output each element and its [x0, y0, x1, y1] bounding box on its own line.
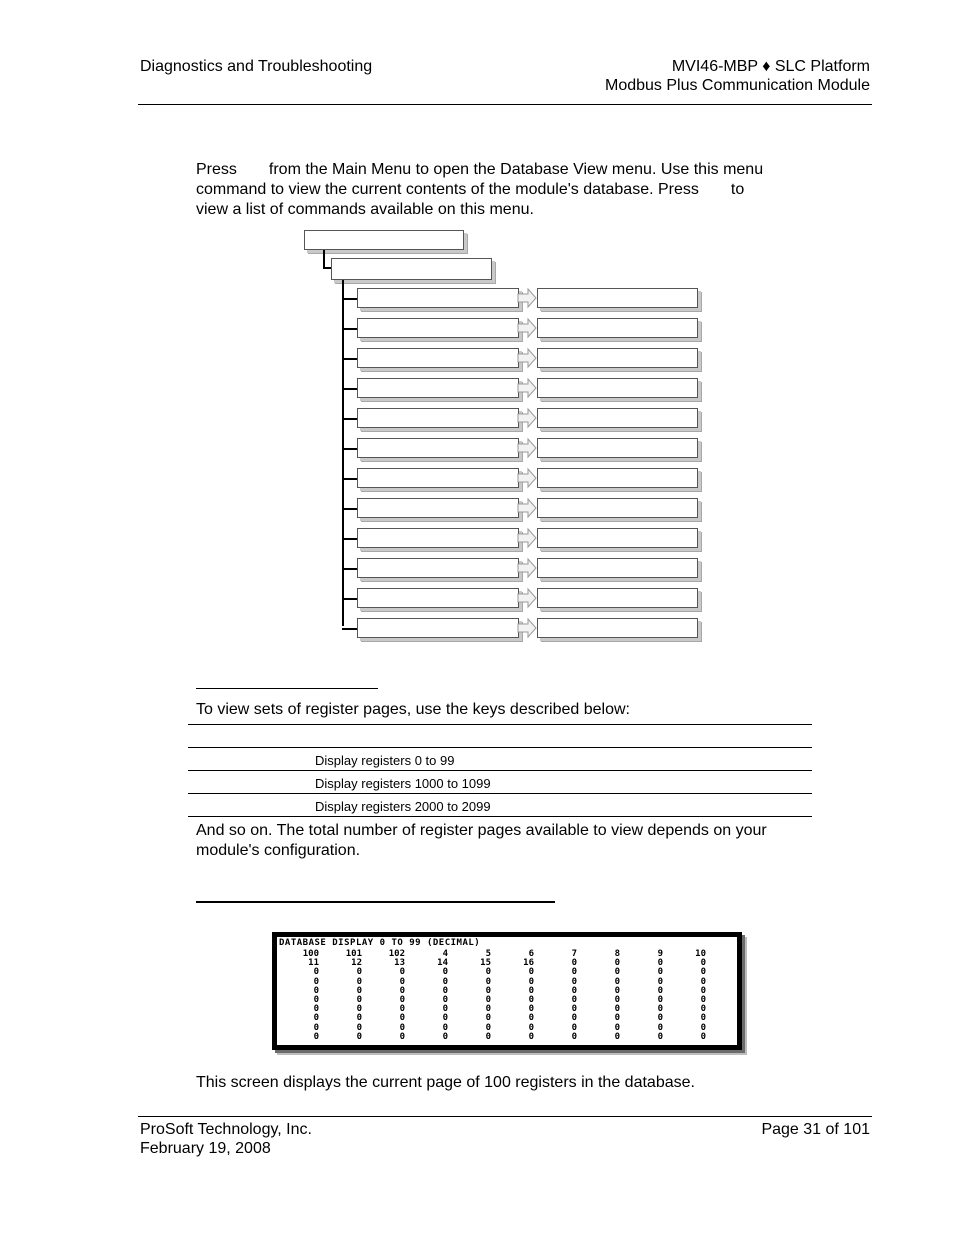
register-value: 0 [399, 1031, 405, 1042]
register-value: 0 [313, 1022, 319, 1033]
register-pages-note [196, 821, 816, 861]
register-value: 0 [313, 985, 319, 996]
register-value: 0 [571, 967, 577, 978]
register-value: 100 [302, 949, 319, 959]
register-value: 6 [528, 949, 534, 959]
register-value: 0 [356, 1031, 362, 1042]
menu-command-box [357, 378, 519, 398]
footer-company: ProSoft Technology, Inc. [140, 1121, 312, 1138]
register-value: 0 [614, 985, 620, 996]
register-value: 0 [399, 1022, 405, 1033]
register-value: 0 [485, 985, 491, 996]
register-value: 0 [442, 1022, 448, 1033]
command-description-box [537, 378, 698, 398]
register-value: 0 [399, 995, 405, 1005]
menu-command-box [357, 468, 519, 488]
register-value: 0 [657, 967, 663, 978]
register-value: 0 [700, 958, 706, 969]
menu-command-box [357, 348, 519, 368]
intro-line-1-rest: from the Main Menu to open the Database View menu. Use this menu [268, 161, 764, 178]
register-value: 0 [442, 1004, 448, 1015]
register-pages-intro: To view sets of register pages, use the keys described below: [196, 701, 630, 718]
database-view-menu-box [331, 258, 492, 280]
header-module-line: Modbus Plus Communication Module [604, 77, 870, 94]
table-header-row [188, 725, 812, 748]
command-description-box [537, 558, 698, 578]
arrow-right-icon [517, 617, 537, 639]
register-value: 12 [351, 958, 362, 969]
footer-page-number: Page 31 of 101 [761, 1121, 870, 1138]
register-value: 0 [657, 1022, 663, 1033]
register-value: 0 [571, 985, 577, 996]
register-value: 4 [442, 949, 448, 959]
register-value: 0 [700, 976, 706, 987]
table-description-cell: Display registers 2000 to 2099 [315, 799, 491, 814]
intro-press-word: Press [196, 161, 237, 178]
register-value: 0 [700, 1004, 706, 1015]
register-value: 0 [657, 958, 663, 969]
command-description-box [537, 528, 698, 548]
register-value: 0 [485, 995, 491, 1005]
register-value: 0 [614, 958, 620, 969]
register-value: 7 [571, 949, 577, 959]
register-value: 0 [657, 995, 663, 1005]
table-description-cell: Display registers 1000 to 1099 [315, 776, 491, 791]
command-description-box [537, 348, 698, 368]
register-value: 15 [480, 958, 491, 969]
register-value: 0 [614, 995, 620, 1005]
tree-branch [342, 448, 358, 450]
register-value: 102 [388, 949, 405, 959]
register-value: 0 [313, 976, 319, 987]
arrow-right-icon [517, 527, 537, 549]
register-value: 0 [313, 995, 319, 1005]
register-value: 0 [528, 1031, 534, 1042]
arrow-right-icon [517, 497, 537, 519]
register-value: 0 [356, 1004, 362, 1015]
tree-branch [342, 418, 358, 420]
arrow-right-icon [517, 467, 537, 489]
register-value: 0 [399, 967, 405, 978]
register-value: 0 [399, 976, 405, 987]
table-description-cell: Display registers 0 to 99 [315, 753, 455, 768]
register-value: 0 [700, 967, 706, 978]
arrow-right-icon [517, 587, 537, 609]
screen-content [277, 937, 737, 1045]
register-value: 0 [614, 1013, 620, 1024]
register-value: 0 [528, 995, 534, 1005]
menu-command-box [357, 318, 519, 338]
footer-left [140, 1120, 312, 1158]
menu-command-box [357, 618, 519, 638]
register-value: 0 [700, 1022, 706, 1033]
table-row [188, 771, 812, 794]
tree-branch [342, 538, 358, 540]
register-value: 101 [345, 949, 362, 959]
register-value: 0 [356, 967, 362, 978]
arrow-right-icon [517, 407, 537, 429]
register-value: 0 [356, 976, 362, 987]
arrow-right-icon [517, 347, 537, 369]
intro-line-3: view a list of commands available on this menu. [196, 201, 534, 218]
command-description-box [537, 468, 698, 488]
register-value: 0 [399, 985, 405, 996]
register-value: 0 [442, 995, 448, 1005]
footer-date: February 19, 2008 [140, 1140, 271, 1157]
command-description-box [537, 318, 698, 338]
register-value: 0 [313, 1031, 319, 1042]
register-keys-table [188, 724, 812, 817]
tree-branch [342, 328, 358, 330]
screen-title: DATABASE DISPLAY 0 TO 99 (DECIMAL) [279, 938, 481, 948]
register-value: 0 [356, 1022, 362, 1033]
menu-command-box [357, 528, 519, 548]
note-line-1: And so on. The total number of register pages available to view depends on your [196, 822, 767, 839]
register-value: 8 [614, 949, 620, 959]
register-value: 0 [657, 985, 663, 996]
register-value: 0 [442, 976, 448, 987]
tree-branch [342, 598, 358, 600]
register-value: 0 [657, 1031, 663, 1042]
register-value: 0 [399, 1013, 405, 1024]
register-value: 0 [485, 1013, 491, 1024]
menu-command-box [357, 408, 519, 428]
tree-branch [342, 388, 358, 390]
command-description-box [537, 438, 698, 458]
register-value: 0 [313, 967, 319, 978]
register-value: 0 [614, 1004, 620, 1015]
intro-line-2-to: to [730, 181, 745, 198]
register-value: 0 [442, 985, 448, 996]
register-value: 0 [356, 1013, 362, 1024]
menu-command-box [357, 288, 519, 308]
register-value: 0 [614, 1022, 620, 1033]
register-value: 0 [571, 976, 577, 987]
tree-trunk [342, 280, 344, 626]
register-value: 0 [700, 1013, 706, 1024]
register-value: 0 [356, 995, 362, 1005]
arrow-right-icon [517, 557, 537, 579]
register-value: 0 [614, 976, 620, 987]
tree-branch [342, 508, 358, 510]
register-value: 13 [394, 958, 405, 969]
arrow-right-icon [517, 317, 537, 339]
register-value: 0 [442, 1013, 448, 1024]
main-menu-box [304, 230, 464, 250]
register-value: 0 [313, 1004, 319, 1015]
menu-command-box [357, 498, 519, 518]
register-value: 0 [571, 958, 577, 969]
screen-caption: This screen displays the current page of 100 registers in the database. [196, 1074, 695, 1091]
register-value: 0 [700, 1031, 706, 1042]
register-value: 14 [437, 958, 448, 969]
register-value: 0 [700, 985, 706, 996]
register-value: 16 [523, 958, 534, 969]
register-value: 0 [571, 995, 577, 1005]
register-value: 0 [442, 1031, 448, 1042]
arrow-right-icon [517, 437, 537, 459]
menu-command-box [357, 558, 519, 578]
register-value: 0 [571, 1013, 577, 1024]
section-heading-underline [196, 688, 378, 689]
table-row [188, 794, 812, 817]
register-value: 9 [657, 949, 663, 959]
tree-branch [342, 478, 358, 480]
menu-command-box [357, 588, 519, 608]
intro-line-2-text: command to view the current contents of the module's database. Press [196, 181, 699, 198]
register-value: 0 [399, 1004, 405, 1015]
register-value: 0 [528, 976, 534, 987]
footer-divider [138, 1116, 872, 1117]
register-value: 0 [571, 1004, 577, 1015]
register-value: 0 [700, 995, 706, 1005]
tree-branch [342, 358, 358, 360]
register-value: 0 [528, 985, 534, 996]
register-value: 0 [657, 1013, 663, 1024]
register-value: 0 [528, 967, 534, 978]
command-description-box [537, 498, 698, 518]
register-value: 0 [657, 976, 663, 987]
register-value: 0 [614, 1031, 620, 1042]
register-value: 0 [571, 1022, 577, 1033]
register-value: 0 [657, 1004, 663, 1015]
register-value: 0 [485, 976, 491, 987]
database-display-screen [272, 932, 742, 1050]
command-description-box [537, 618, 698, 638]
register-value: 0 [485, 1022, 491, 1033]
register-value: 0 [485, 1031, 491, 1042]
register-value: 0 [485, 1004, 491, 1015]
command-description-box [537, 288, 698, 308]
table-row [188, 748, 812, 771]
command-description-box [537, 588, 698, 608]
header-section-title: Diagnostics and Troubleshooting [140, 58, 373, 75]
register-value: 11 [308, 958, 319, 969]
register-value: 0 [442, 967, 448, 978]
register-value: 0 [313, 1013, 319, 1024]
register-value: 10 [695, 949, 706, 959]
register-value: 0 [614, 967, 620, 978]
note-line-2: module's configuration. [196, 842, 361, 859]
register-value: 0 [528, 1004, 534, 1015]
tree-branch [342, 628, 358, 630]
register-value: 0 [528, 1022, 534, 1033]
command-description-box [537, 408, 698, 428]
tree-branch [342, 568, 358, 570]
arrow-right-icon [517, 287, 537, 309]
menu-command-box [357, 438, 519, 458]
register-value: 5 [485, 949, 491, 959]
register-value: 0 [485, 967, 491, 978]
header-product-line: MVI46-MBP ♦ SLC Platform [671, 58, 870, 75]
register-value: 0 [356, 985, 362, 996]
register-value: 0 [571, 1031, 577, 1042]
register-value: 0 [528, 1013, 534, 1024]
tree-branch [342, 298, 358, 300]
arrow-right-icon [517, 377, 537, 399]
section-heading-underline [196, 901, 555, 903]
